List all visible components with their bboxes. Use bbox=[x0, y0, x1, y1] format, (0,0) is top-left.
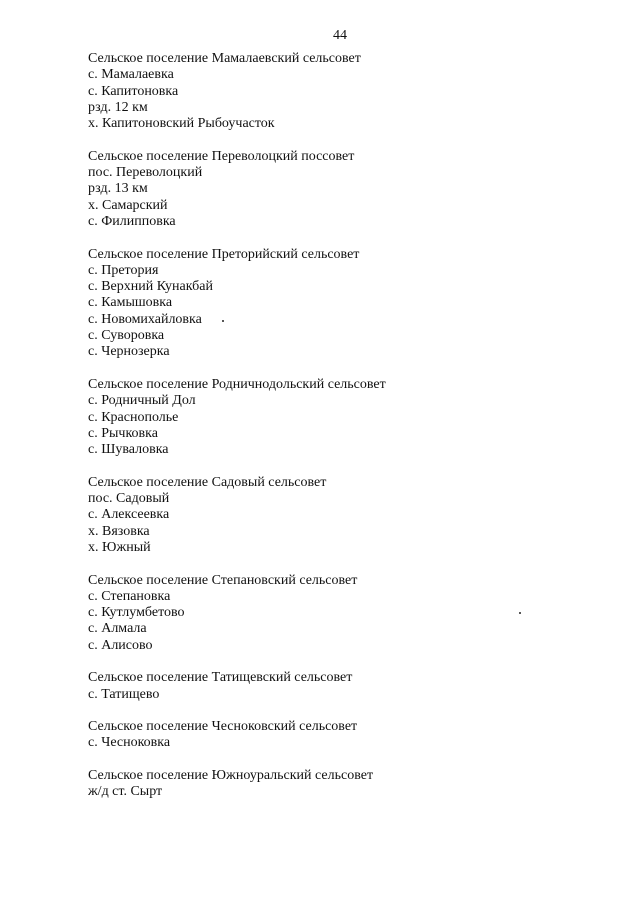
settlement-block bbox=[88, 670, 608, 703]
locality-item: ж/д ст. Сырт bbox=[88, 784, 163, 800]
locality-item: пос. Переволоцкий bbox=[88, 165, 203, 181]
settlement-block bbox=[88, 377, 608, 458]
settlement-list bbox=[88, 51, 608, 817]
settlement-heading: Сельское поселение Преторийский сельсовет bbox=[88, 246, 360, 262]
locality-item: с. Татищево bbox=[88, 686, 160, 702]
locality-item: х. Вязовка bbox=[88, 523, 150, 539]
locality-item: с. Суворовка bbox=[88, 328, 165, 344]
settlement-block bbox=[88, 149, 608, 230]
locality-item: х. Южный bbox=[88, 539, 151, 555]
scan-speck bbox=[519, 612, 521, 614]
locality-item: с. Новомихайловка bbox=[88, 311, 202, 327]
settlement-block bbox=[88, 247, 608, 361]
locality-item: с. Кутлумбетово bbox=[88, 605, 185, 621]
settlement-heading: Сельское поселение Садовый сельсовет bbox=[88, 474, 327, 490]
settlement-heading: Сельское поселение Татищевский сельсовет bbox=[88, 670, 353, 686]
locality-item: с. Рычковка bbox=[88, 425, 158, 441]
locality-item: с. Степановка bbox=[88, 588, 171, 604]
scan-speck bbox=[222, 320, 224, 322]
locality-item: с. Чесноковка bbox=[88, 735, 171, 751]
locality-item: пос. Садовый bbox=[88, 491, 170, 507]
locality-item: с. Алмала bbox=[88, 621, 147, 637]
settlement-heading: Сельское поселение Степановский сельсовет bbox=[88, 572, 358, 588]
settlement-block bbox=[88, 719, 608, 752]
locality-item: с. Камышовка bbox=[88, 295, 173, 311]
settlement-heading: Сельское поселение Мамалаевский сельсовет bbox=[88, 51, 361, 66]
locality-item: с. Претория bbox=[88, 262, 159, 278]
locality-item: с. Филипповка bbox=[88, 213, 176, 229]
locality-item: х. Самарский bbox=[88, 197, 168, 213]
locality-item: с. Краснополье bbox=[88, 409, 179, 425]
locality-item: с. Капитоновка bbox=[88, 83, 179, 99]
locality-item: рзд. 13 км bbox=[88, 181, 148, 197]
settlement-block bbox=[88, 51, 608, 132]
settlement-block bbox=[88, 573, 608, 654]
locality-item: с. Верхний Кунакбай bbox=[88, 279, 214, 295]
locality-item: с. Чернозерка bbox=[88, 344, 170, 360]
settlement-heading: Сельское поселение Родничнодольский сельсовет bbox=[88, 376, 386, 392]
locality-item: с. Шуваловка bbox=[88, 442, 169, 458]
settlement-heading: Сельское поселение Южноуральский сельсовет bbox=[88, 768, 374, 784]
settlement-block bbox=[88, 475, 608, 556]
locality-item: рзд. 12 км bbox=[88, 99, 148, 115]
locality-item: х. Капитоновский Рыбоучасток bbox=[88, 116, 275, 132]
page-number: 44 bbox=[333, 28, 347, 43]
locality-item: с. Мамалаевка bbox=[88, 67, 174, 83]
locality-item: с. Алисово bbox=[88, 637, 153, 653]
locality-item: с. Родничный Дол bbox=[88, 393, 196, 409]
settlement-heading: Сельское поселение Переволоцкий поссовет bbox=[88, 148, 355, 164]
locality-item: с. Алексеевка bbox=[88, 507, 170, 523]
settlement-heading: Сельское поселение Чесноковский сельсовет bbox=[88, 719, 358, 735]
settlement-block bbox=[88, 768, 608, 801]
